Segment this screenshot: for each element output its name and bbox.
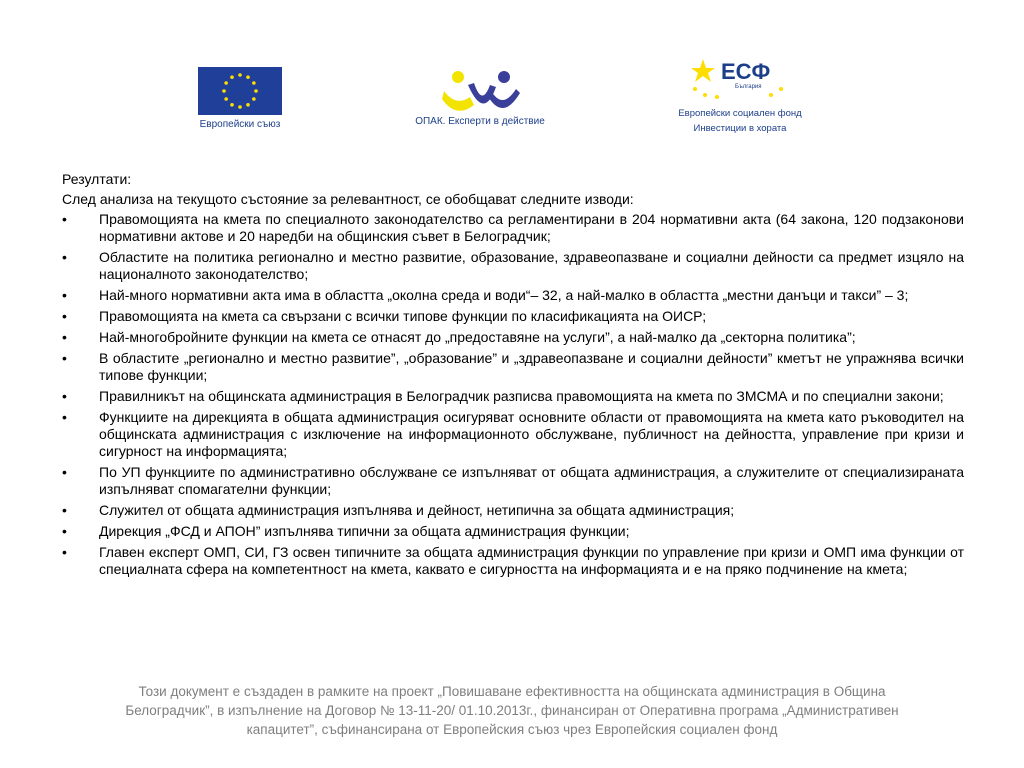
eu-star-icon — [238, 73, 242, 77]
footer-line-1: Този документ е създаден в рамките на проект „Повишаване ефективността на общинската администрация в Община — [138, 684, 886, 699]
list-item — [62, 287, 964, 304]
list-item-text: Дирекция „ФСД и АПОН” изпълнява типични за общата администрация функции; — [99, 523, 630, 539]
list-item — [62, 502, 964, 519]
footer-line-3: капацитет”, съфинансирана от Европейския съюз чрез Европейския социален фонд — [246, 722, 778, 737]
list-item-text: Най-многобройните функции на кмета се отнасят до „предоставяне на услуги”, а най-малко да „секторна политика”; — [99, 329, 856, 345]
eu-caption: Европейски съюз — [199, 119, 281, 130]
esf-stars-icon — [685, 55, 795, 105]
bullet-icon: • — [62, 308, 67, 324]
esf-logo — [665, 55, 815, 135]
list-item — [62, 388, 964, 405]
esf-caption-line2: Инвестиции в хората — [693, 123, 787, 134]
bullet-icon: • — [62, 388, 67, 404]
esf-mark-text: ЕСФ — [721, 59, 771, 84]
list-item — [62, 308, 964, 325]
bullet-icon: • — [62, 523, 67, 539]
opak-caption: ОПАК. Експерти в действие — [415, 116, 545, 127]
eu-flag-icon — [198, 67, 282, 115]
bullet-icon: • — [62, 502, 67, 518]
footer-line-2: Белоградчик”, в изпълнение на Договор № 13-11-20/ 01.10.2013г., финансиран от Оперативна програма „Административен — [125, 703, 899, 718]
eu-star-icon — [246, 75, 250, 79]
bullet-icon: • — [62, 287, 67, 303]
list-item-text: Правилникът на общинската администрация в Белоградчик разписва правомощията на кмета по ЗМСМА и по специални закони; — [99, 388, 944, 404]
list-item-text: В областите „регионално и местно развитие”, „образование” и „здравеопазване и социални дейности” кметът не упражнява всички типове функции; — [99, 350, 964, 383]
eu-star-icon — [222, 89, 226, 93]
list-item-text: Главен експерт ОМП, СИ, ГЗ освен типичните за общата администрация функции по управление при кризи и ОМП има функции от специалната сфера на компетентност на кмета, каквато е сигурността на информацията и е на пряко подчинение на кмета; — [99, 544, 964, 577]
list-item-text: Функциите на дирекцията в общата администрация осигуряват основните области от правомощията на кмета като ръководител на общинската администрация с изключение на информационното обслужване, публичност на дейността, управление при кризи и сигурност на информацията; — [99, 409, 964, 459]
document-body — [62, 171, 964, 582]
list-item-text: Областите на политика регионално и местно развитие, образование, здравеопазване и социални дейности са предмет изцяло на националното законодателство; — [99, 249, 964, 282]
findings-list — [62, 211, 964, 578]
bullet-icon: • — [62, 211, 67, 227]
bullet-icon: • — [62, 544, 67, 560]
list-item — [62, 211, 964, 245]
list-item-text: Правомощията на кмета са свързани с всички типове функции по класификацията на ОИСР; — [99, 308, 707, 324]
list-item — [62, 464, 964, 498]
eu-star-icon — [246, 103, 250, 107]
list-item — [62, 409, 964, 460]
eu-star-icon — [252, 97, 256, 101]
bullet-icon: • — [62, 350, 67, 366]
bullet-icon: • — [62, 329, 67, 345]
list-item — [62, 329, 964, 346]
list-item-text: Служител от общата администрация изпълнява и дейност, нетипична за общата администрация; — [99, 502, 735, 518]
list-item — [62, 350, 964, 384]
list-item — [62, 249, 964, 283]
opak-logo — [405, 64, 555, 127]
eu-star-icon — [230, 103, 234, 107]
eu-star-icon — [254, 89, 258, 93]
list-item — [62, 523, 964, 540]
esf-country: България — [735, 84, 762, 90]
bullet-icon: • — [62, 464, 67, 480]
intro-paragraph: След анализа на текущото състояние за релевантност, се обобщават следните изводи: — [62, 191, 634, 207]
eu-star-icon — [230, 75, 234, 79]
eu-star-icon — [252, 81, 256, 85]
list-item — [62, 544, 964, 578]
eu-star-icon — [224, 81, 228, 85]
list-item-text: Най-много нормативни акта има в областта „околна среда и води“– 32, а най-малко в областта „местни данъци и такси” – 3; — [99, 287, 909, 303]
results-heading: Резултати: — [62, 171, 132, 187]
list-item-text: Правомощията на кмета по специалното законодателство са регламентирани в 204 нормативни акта (64 закона, 120 подзаконови нормативни актове и 20 наредби на общинския съвет в Белоградчик; — [99, 211, 964, 244]
opak-people-icon — [438, 67, 522, 115]
eu-star-icon — [238, 105, 242, 109]
footer-disclaimer — [40, 682, 984, 739]
list-item-text: По УП функциите по административно обслужване се изпълняват от общата администрация, а служителите от специализираната изпълняват спомагателни функции; — [99, 464, 964, 497]
bullet-icon: • — [62, 409, 67, 425]
logo-bar — [0, 0, 1024, 150]
bullet-icon: • — [62, 249, 67, 265]
esf-caption-line1: Европейски социален фонд — [678, 108, 802, 119]
eu-logo — [185, 64, 295, 130]
eu-star-icon — [224, 97, 228, 101]
